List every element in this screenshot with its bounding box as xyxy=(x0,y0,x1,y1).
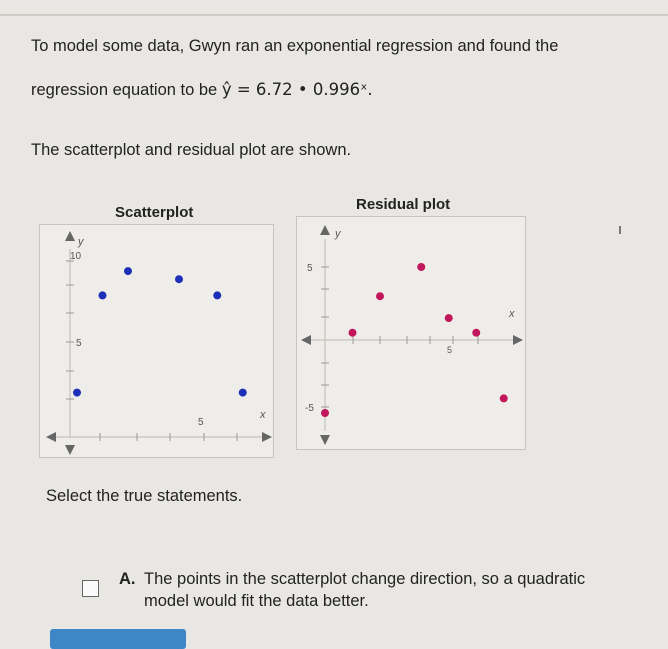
scatter-point-6 xyxy=(239,389,247,397)
scatter-point-5 xyxy=(213,291,221,299)
scatter-x-tick-5: 5 xyxy=(198,417,204,428)
scatter-y-label: y xyxy=(78,236,84,248)
select-instruction: Select the true statements. xyxy=(46,487,243,505)
question-line-3: The scatterplot and residual plot are shown. xyxy=(31,141,352,159)
residual-point-3 xyxy=(376,292,384,300)
question-line-1: To model some data, Gwyn ran an exponential regression and found the xyxy=(31,37,559,55)
residual-point-4 xyxy=(417,263,425,271)
scatter-point-1 xyxy=(73,389,81,397)
question-line-2 xyxy=(31,80,373,100)
residual-y-tick-neg5: -5 xyxy=(305,403,314,414)
residual-point-5 xyxy=(445,314,453,322)
scatter-point-4 xyxy=(175,275,183,283)
residual-y-axis-arrow-icon xyxy=(320,225,330,235)
option-a-line-1: The points in the scatterplot change direction, so a quadratic xyxy=(144,570,586,588)
residual-x-label: x xyxy=(509,308,515,320)
x-axis-arrow-icon xyxy=(262,432,272,442)
option-a-letter: A. xyxy=(119,570,136,588)
x-axis-left-arrow-icon xyxy=(46,432,56,442)
residual-plot-title: Residual plot xyxy=(356,196,451,213)
y-axis-arrow-icon xyxy=(65,231,75,241)
top-divider xyxy=(0,14,668,16)
scatterplot-chart xyxy=(40,225,273,457)
scatter-y-tick-10: 10 xyxy=(70,251,82,262)
y-axis-down-arrow-icon xyxy=(65,445,75,455)
regression-equation: ŷ = 6.72 • 0.996ˣ. xyxy=(221,80,373,99)
scatterplot-title: Scatterplot xyxy=(115,204,194,221)
scatter-y-tick-5: 5 xyxy=(76,338,82,349)
scatter-point-2 xyxy=(99,291,107,299)
residual-y-label: y xyxy=(335,228,341,240)
residual-x-tick-5: 5 xyxy=(447,345,453,355)
residual-point-2 xyxy=(349,329,357,337)
residual-y-axis-down-arrow-icon xyxy=(320,435,330,445)
question-line-2-text: regression equation to be xyxy=(31,81,222,99)
submit-button[interactable] xyxy=(50,629,186,649)
scatter-x-label: x xyxy=(260,409,266,421)
cursor-marker xyxy=(619,226,621,234)
residual-y-tick-5: 5 xyxy=(307,263,313,274)
scatterplot-panel xyxy=(39,224,274,458)
residual-x-axis-arrow-icon xyxy=(513,335,523,345)
residual-point-7 xyxy=(500,394,508,402)
scatter-point-3 xyxy=(124,267,132,275)
residual-x-axis-left-arrow-icon xyxy=(301,335,311,345)
residual-plot-panel xyxy=(296,216,526,450)
residual-point-6 xyxy=(472,329,480,337)
option-a-line-2: model would fit the data better. xyxy=(144,592,369,610)
residual-plot-chart xyxy=(297,217,525,449)
option-a-checkbox[interactable] xyxy=(82,580,99,597)
residual-point-1 xyxy=(321,409,329,417)
